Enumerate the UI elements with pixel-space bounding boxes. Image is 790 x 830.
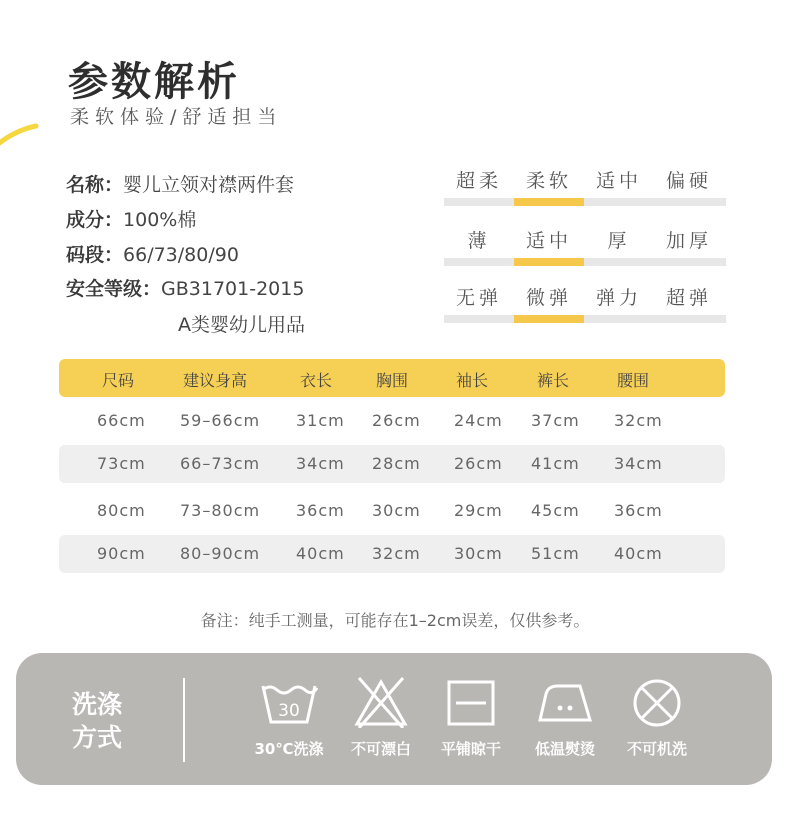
info-safety-row [66, 274, 304, 301]
table-cell: 24cm [454, 411, 503, 430]
table-header-cell: 胸围 [376, 371, 409, 390]
table-cell: 51cm [531, 544, 580, 563]
table-cell: 90cm [97, 544, 146, 563]
care-label: 不可机洗 [626, 740, 687, 758]
table-cell: 59–66cm [180, 411, 261, 430]
care-label: 平铺晾干 [440, 740, 501, 758]
care-divider [183, 678, 185, 762]
care-label: 不可漂白 [350, 740, 411, 758]
info-name-value: 婴儿立领对襟两件套 [123, 174, 295, 196]
table-header-cell: 建议身高 [183, 371, 248, 390]
table-header-cell: 腰围 [617, 371, 650, 390]
scale-option: 薄 [467, 230, 491, 252]
table-cell: 80cm [97, 501, 146, 520]
scale-track [444, 198, 726, 206]
table-cell: 34cm [296, 454, 345, 473]
scale-option: 厚 [607, 230, 631, 252]
scale-selected-marker [514, 198, 584, 206]
table-cell: 30cm [372, 501, 421, 520]
scale-option: 柔软 [525, 170, 572, 192]
thickness-scale [444, 226, 726, 266]
info-safety-label: 安全等级： [66, 278, 162, 300]
wash-30-icon [259, 676, 319, 728]
care-title [72, 688, 142, 754]
info-name-label: 名称： [66, 174, 124, 196]
table-header-cell: 袖长 [456, 371, 489, 390]
info-material-value: 100%棉 [123, 209, 197, 231]
measurement-note: 备注：纯手工测量，可能存在1–2cm误差，仅供参考。 [200, 611, 590, 630]
scale-track [444, 315, 726, 323]
care-title-line: 方式 [72, 723, 123, 752]
info-material-row [66, 205, 196, 232]
table-cell: 80–90cm [180, 544, 261, 563]
care-label: 低温熨烫 [534, 740, 595, 758]
table-cell: 26cm [454, 454, 503, 473]
scale-option: 微弹 [525, 287, 572, 309]
table-header-cell: 裤长 [537, 371, 570, 390]
info-safety-value: GB31701-2015 [161, 278, 305, 300]
page-subtitle: 柔软体验/舒适担当 [70, 106, 283, 128]
table-cell: 26cm [372, 411, 421, 430]
table-cell: 40cm [296, 544, 345, 563]
table-header-cell: 衣长 [300, 371, 333, 390]
table-cell: 73cm [97, 454, 146, 473]
scale-selected-marker [514, 258, 584, 266]
table-cell: 29cm [454, 501, 503, 520]
scale-option: 适中 [595, 170, 642, 192]
info-material-label: 成分： [66, 209, 124, 231]
table-cell: 40cm [614, 544, 663, 563]
table-cell: 36cm [296, 501, 345, 520]
scale-selected-marker [514, 315, 584, 323]
softness-scale [444, 166, 726, 206]
scale-option: 超柔 [455, 170, 502, 192]
dry-flat-icon [446, 676, 496, 728]
care-title-line: 洗涤 [72, 690, 123, 719]
yellow-swoosh-decoration [0, 118, 46, 158]
elasticity-scale [444, 283, 726, 323]
info-size-label: 码段： [66, 244, 124, 266]
table-cell: 31cm [296, 411, 345, 430]
table-cell: 45cm [531, 501, 580, 520]
table-cell: 32cm [614, 411, 663, 430]
table-cell: 73–80cm [180, 501, 261, 520]
info-size-value: 66/73/80/90 [123, 244, 239, 266]
iron-low-icon [536, 676, 594, 728]
table-header-cell: 尺码 [102, 371, 135, 390]
wash-temperature-text: 30 [278, 701, 300, 721]
table-cell: 34cm [614, 454, 663, 473]
scale-option: 偏硬 [665, 170, 712, 192]
table-cell: 30cm [454, 544, 503, 563]
table-cell: 37cm [531, 411, 580, 430]
scale-track [444, 258, 726, 266]
scale-option: 超弹 [665, 287, 712, 309]
scale-option: 适中 [525, 230, 572, 252]
table-cell: 41cm [531, 454, 580, 473]
table-cell: 32cm [372, 544, 421, 563]
info-size-row [66, 240, 239, 267]
table-cell: 66–73cm [180, 454, 261, 473]
table-cell: 36cm [614, 501, 663, 520]
table-cell: 66cm [97, 411, 146, 430]
page-title: 参数解析 [68, 59, 240, 105]
no-bleach-icon [353, 676, 409, 728]
no-machine-wash-icon [631, 676, 683, 728]
scale-option: 加厚 [665, 230, 712, 252]
scale-option: 无弹 [455, 287, 502, 309]
table-cell: 28cm [372, 454, 421, 473]
care-label: 30℃洗涤 [254, 740, 324, 758]
info-safety-value-line2: A类婴幼儿用品 [178, 314, 305, 336]
scale-option: 弹力 [595, 287, 642, 309]
info-name-row [66, 170, 294, 197]
